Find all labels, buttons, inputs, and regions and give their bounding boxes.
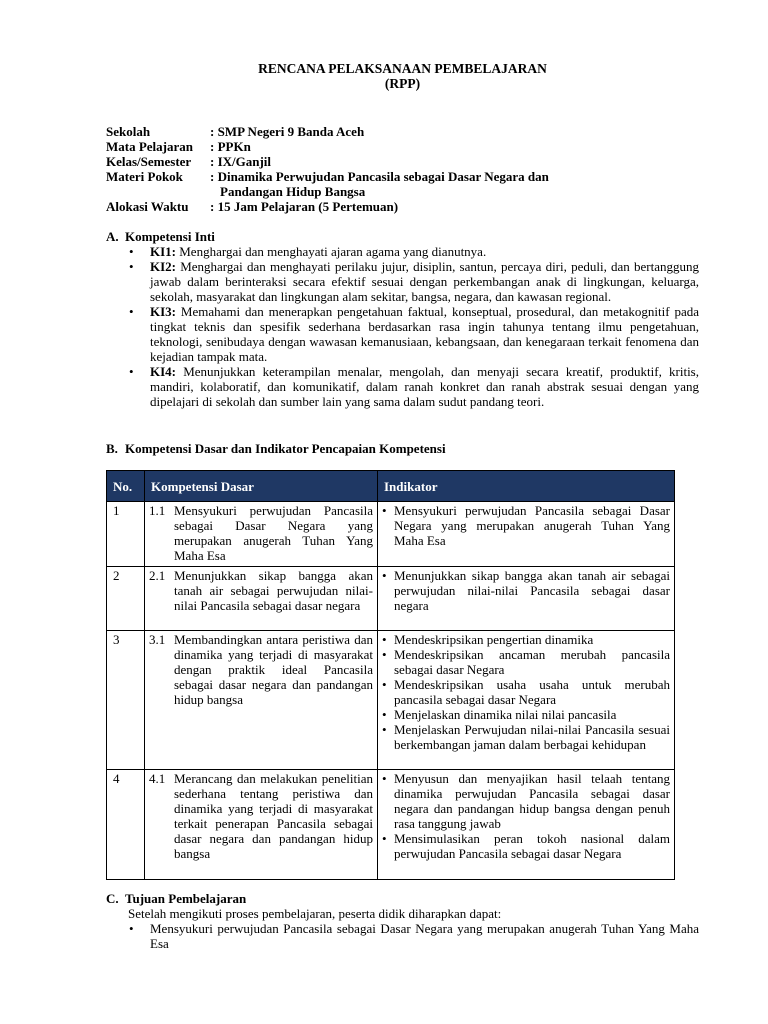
list-item <box>128 921 699 951</box>
info-label: Kelas/Semester <box>106 154 192 169</box>
info-row-kelas <box>106 154 549 169</box>
list-item <box>128 304 699 364</box>
ki-text: Memahami dan menerapkan pengetahuan faktual, konseptual, prosedural, dan metakognitif pada tingkat teknis dan spesifik sederhana berdasarkan rasa ingin tahunya tentang ilmu pengetahuan, teknologi, senibudaya dengan wawasan kemanusiaan, kebangsaan, dan kenegaraan terkait fenomena dan kejadian tampak mata. <box>150 304 699 364</box>
list-item: • Mendeskripsikan pengertian dinamika <box>382 632 670 647</box>
kd-text: Merancang dan melakukan penelitian sederhana tentang peristiwa dan dinamika yang terjadi di masyarakat terkait penerapan Pancasila sebagai dasar negara dan pandangan hidup bangsa <box>174 771 373 861</box>
section-letter: A. <box>106 229 119 244</box>
info-row-alokasi <box>106 199 549 214</box>
tujuan-list <box>128 921 699 951</box>
bullet-icon: • <box>129 364 134 379</box>
row-number: 1 <box>107 502 145 567</box>
bullet-icon: • <box>129 304 134 319</box>
info-value: : PPKn <box>210 139 251 154</box>
kd-text: Membandingkan antara peristiwa dan dinamika yang terjadi di masyarakat dengan praktik ideal Pancasila sebagai dasar negara dan pandangan hidup bangsa <box>174 632 373 707</box>
section-title: Tujuan Pembelajaran <box>125 891 247 906</box>
list-item: • Mensimulasikan peran tokoh nasional dalam perwujudan Pancasila sebagai dasar Negara <box>382 831 670 861</box>
kd-cell <box>145 567 378 631</box>
info-row-sekolah <box>106 124 549 139</box>
list-item <box>128 364 699 409</box>
table-row <box>107 631 675 770</box>
list-item: • Menjelaskan Perwujudan nilai-nilai Pancasila sesuai berkembangan jaman dalam berbagai kehidupan <box>382 722 670 752</box>
row-number: 3 <box>107 631 145 770</box>
kompetensi-dasar-table <box>106 470 675 880</box>
identity-block <box>106 124 549 214</box>
list-item: • Mendeskripsikan usaha usaha untuk merubah pancasila sebagai dasar Negara <box>382 677 670 707</box>
table-row <box>107 770 675 880</box>
list-item: • Menjelaskan dinamika nilai nilai pancasila <box>382 707 670 722</box>
kd-text: Mensyukuri perwujudan Pancasila sebagai Dasar Negara yang merupakan anugerah Tuhan Yang Maha Esa <box>174 503 373 563</box>
ki-code: KI4: <box>150 364 176 379</box>
kd-cell <box>145 770 378 880</box>
column-header-indikator: Indikator <box>378 471 675 502</box>
table-row <box>107 502 675 567</box>
info-value: : Dinamika Perwujudan Pancasila sebagai Dasar Negara dan <box>210 169 549 184</box>
indicator-cell <box>378 502 675 567</box>
bullet-icon: • <box>129 921 134 936</box>
column-header-no: No. <box>107 471 145 502</box>
section-b-heading <box>106 441 446 457</box>
tujuan-text: Mensyukuri perwujudan Pancasila sebagai Dasar Negara yang merupakan anugerah Tuhan Yang Maha Esa <box>150 921 699 951</box>
indicator-cell <box>378 770 675 880</box>
kd-code: 1.1 <box>149 503 166 518</box>
row-number: 2 <box>107 567 145 631</box>
kd-code: 4.1 <box>149 771 166 786</box>
bullet-icon: • <box>129 259 134 274</box>
tujuan-intro: Setelah mengikuti proses pembelajaran, peserta didik diharapkan dapat: <box>128 906 502 921</box>
bullet-icon: • <box>129 244 134 259</box>
indicator-cell <box>378 567 675 631</box>
document-title: RENCANA PELAKSANAAN PEMBELAJARAN <box>258 61 547 76</box>
table-row <box>107 567 675 631</box>
list-item <box>128 244 699 259</box>
info-value: : IX/Ganjil <box>210 154 272 169</box>
list-item: • Menyusun dan menyajikan hasil telaah tentang dinamika perwujudan Pancasila sebagai dasar negara dan pandangan hidup bangsa dengan penuh rasa tanggung jawab <box>382 771 670 831</box>
row-number: 4 <box>107 770 145 880</box>
ki-code: KI3: <box>150 304 176 319</box>
info-label: Sekolah <box>106 124 151 139</box>
section-title: Kompetensi Inti <box>125 229 215 244</box>
info-value: : 15 Jam Pelajaran (5 Pertemuan) <box>210 199 399 214</box>
section-letter: C. <box>106 891 119 906</box>
ki-code: KI1: <box>150 244 176 259</box>
list-item: • Menunjukkan sikap bangga akan tanah air sebagai perwujudan nilai-nilai Pancasila sebagai dasar negara <box>382 568 670 613</box>
section-letter: B. <box>106 441 118 456</box>
list-item: • Mendeskripsikan ancaman merubah pancasila sebagai dasar Negara <box>382 647 670 677</box>
info-value: Pandangan Hidup Bangsa <box>220 184 366 199</box>
section-a-heading <box>106 229 215 245</box>
info-label: Mata Pelajaran <box>106 139 194 154</box>
info-row-materi-cont <box>106 184 549 199</box>
section-title: Kompetensi Dasar dan Indikator Pencapaian Kompetensi <box>125 441 446 456</box>
document-subtitle: (RPP) <box>384 76 421 91</box>
info-label: Alokasi Waktu <box>106 199 189 214</box>
kd-cell <box>145 631 378 770</box>
list-item: • Mensyukuri perwujudan Pancasila sebagai Dasar Negara yang merupakan anugerah Tuhan Yang Maha Esa <box>382 503 670 548</box>
column-header-kd: Kompetensi Dasar <box>145 471 378 502</box>
info-value: : SMP Negeri 9 Banda Aceh <box>210 124 365 139</box>
info-row-materi <box>106 169 549 184</box>
table-header-row <box>107 471 675 502</box>
ki-text: Menghargai dan menghayati ajaran agama yang dianutnya. <box>176 244 487 259</box>
kompetensi-inti-list <box>128 244 699 409</box>
kd-code: 3.1 <box>149 632 166 647</box>
kd-code: 2.1 <box>149 568 166 583</box>
kd-cell <box>145 502 378 567</box>
info-label: Materi Pokok <box>106 169 183 184</box>
list-item <box>128 259 699 304</box>
kd-text: Menunjukkan sikap bangga akan tanah air sebagai perwujudan nilai-nilai Pancasila sebagai dasar negara <box>174 568 373 613</box>
section-c-heading <box>106 891 246 907</box>
ki-text: Menghargai dan menghayati perilaku jujur, disiplin, santun, percaya diri, peduli, dan bertanggung jawab dalam berinteraksi secara efektif sesuai dengan perkembangan anak di lingkungan, keluarga, sekolah, masyarakat dan lingkungan alam sekitar, bangsa, negara, dan kawasan regional. <box>150 259 699 304</box>
indicator-cell <box>378 631 675 770</box>
info-row-mapel <box>106 139 549 154</box>
ki-text: Menunjukkan keterampilan menalar, mengolah, dan menyaji secara kreatif, produktif, kritis, mandiri, kolaboratif, dan komunikatif, dalam ranah konkret dan ranah abstrak sesuai dengan yang dipelajari di sekolah dan sumber lain yang sama dalam sudut pandang teori. <box>150 364 699 409</box>
ki-code: KI2: <box>150 259 176 274</box>
